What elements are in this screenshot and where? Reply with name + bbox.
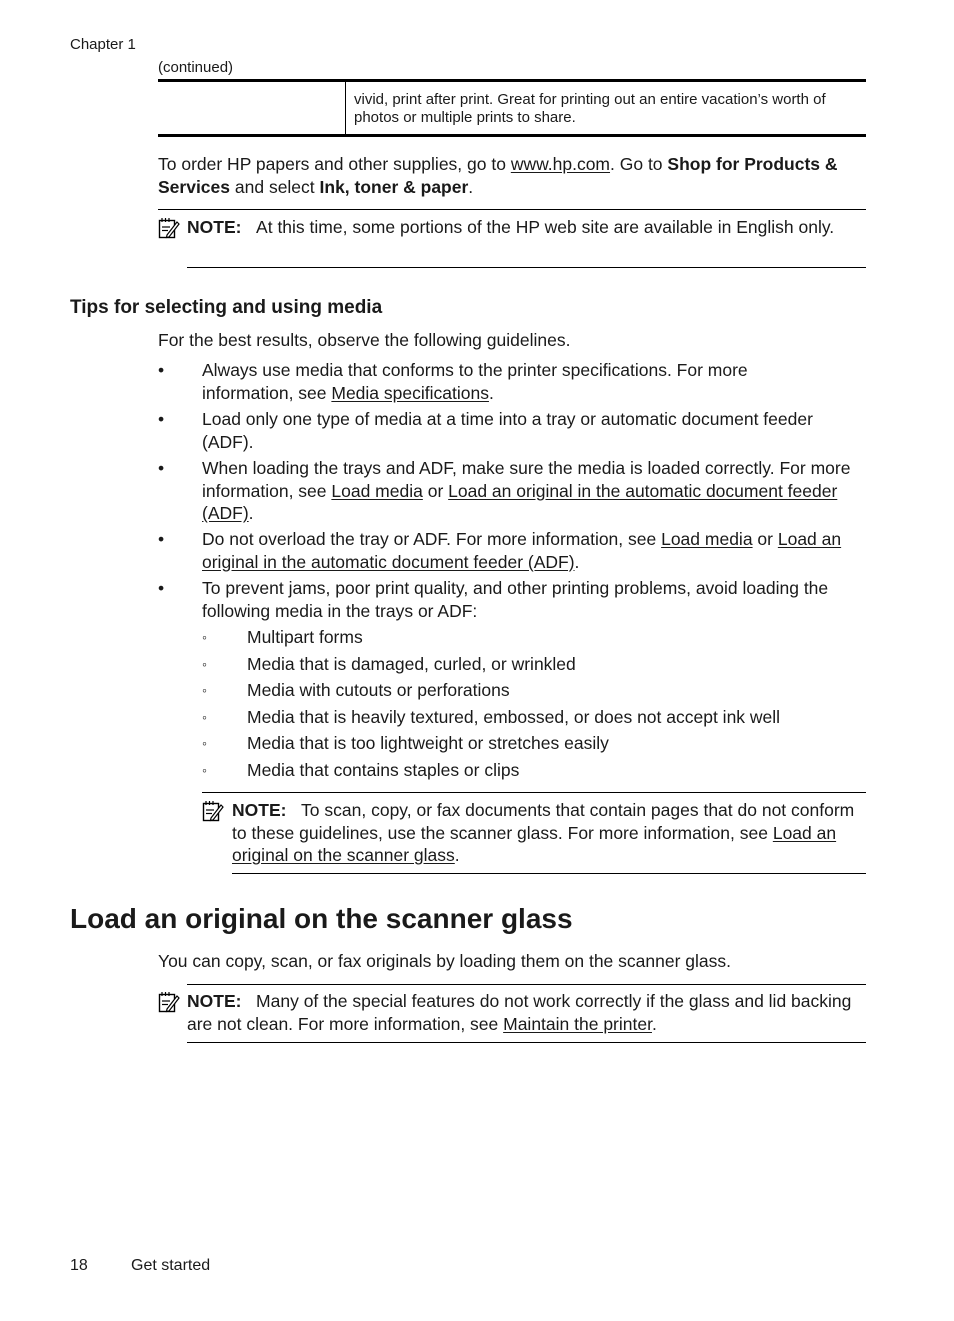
note-icon <box>202 800 224 822</box>
list-item <box>202 359 842 404</box>
note-text: At this time, some portions of the HP web site are available in English only. <box>256 217 835 237</box>
note-text: . <box>454 845 460 865</box>
note-label: NOTE: <box>187 991 242 1011</box>
section-intro: You can copy, scan, or fax originals by loading them on the scanner glass. <box>158 951 731 971</box>
note-content <box>232 799 866 867</box>
list-item-text: When loading the trays and ADF, make sure the media is loaded correctly. For more information, see <box>202 458 851 501</box>
sub-list-item: Multipart forms <box>247 627 363 647</box>
load-media-link[interactable]: Load media <box>331 480 423 501</box>
sub-list-item: Media that contains staples or clips <box>247 760 520 780</box>
list-item-text: . <box>574 551 580 572</box>
list-item <box>202 577 866 622</box>
sub-bullet-marker: ◦ <box>202 709 207 725</box>
note-top-rule <box>202 792 866 793</box>
order-paragraph <box>158 153 868 198</box>
sub-bullet-marker: ◦ <box>202 762 207 778</box>
order-text: and select <box>230 176 320 197</box>
chapter-label: Chapter 1 <box>70 36 136 53</box>
list-item-text: or <box>422 480 449 501</box>
list-item-text: . <box>248 503 254 523</box>
note-bottom-rule <box>187 267 866 268</box>
note-content <box>187 216 862 239</box>
table-bottom-rule <box>158 134 866 137</box>
note-text: To scan, copy, or fax documents that contain pages that do not conform to these guidelines, use the scanner glass. For more information, see <box>232 800 855 843</box>
tips-heading: Tips for selecting and using media <box>70 297 383 318</box>
load-original-scanner-glass-link[interactable]: Load an original on the scanner glass <box>232 822 837 865</box>
note-content <box>187 990 862 1035</box>
sub-list-item: Media with cutouts or perforations <box>247 680 510 700</box>
tips-intro: For the best results, observe the following guidelines. <box>158 330 571 350</box>
table-cell-text: vivid, print after print. Great for printing out an entire vacation’s worth of photos or multiple prints to share. <box>354 91 826 126</box>
sub-bullet-marker: ◦ <box>202 656 207 672</box>
note-top-rule <box>158 209 866 210</box>
sub-list-item: Media that is too lightweight or stretches easily <box>247 733 609 753</box>
bullet-marker: • <box>158 529 165 549</box>
list-item <box>202 528 866 573</box>
list-item <box>202 408 862 453</box>
sub-bullet-marker: ◦ <box>202 629 207 645</box>
note-label: NOTE: <box>187 217 242 237</box>
load-original-adf-link[interactable]: Load an original in the automatic document feeder (ADF) <box>202 480 838 523</box>
page-number: 18 <box>70 1257 88 1274</box>
note-top-rule <box>187 984 866 985</box>
list-item-text: or <box>752 529 778 549</box>
table-column-divider <box>345 82 346 134</box>
note-label: NOTE: <box>232 800 287 820</box>
maintain-printer-link[interactable]: Maintain the printer <box>503 1013 652 1034</box>
sub-bullet-marker: ◦ <box>202 735 207 751</box>
bullet-marker: • <box>158 409 165 429</box>
note-bottom-rule <box>232 873 866 874</box>
list-item-text: Do not overload the tray or ADF. For more information, see <box>202 529 662 549</box>
table-top-rule <box>158 79 866 82</box>
note-icon <box>158 217 180 239</box>
bullet-marker: • <box>158 458 165 478</box>
bullet-marker: • <box>158 360 165 380</box>
list-item-text: Always use media that conforms to the printer specifications. For more information, see <box>202 360 748 403</box>
note-bottom-rule <box>187 1042 866 1043</box>
media-specifications-link[interactable]: Media specifications <box>331 382 489 403</box>
list-item-text: Load only one type of media at a time into a tray or automatic document feeder (ADF). <box>202 409 813 452</box>
load-media-link[interactable]: Load media <box>661 529 753 549</box>
section-heading: Load an original on the scanner glass <box>70 903 573 934</box>
note-text: . <box>651 1013 657 1034</box>
sub-bullet-marker: ◦ <box>202 682 207 698</box>
ink-toner-menu-name: Ink, toner & paper <box>319 176 469 197</box>
order-text: . <box>468 176 474 197</box>
hp-website-link[interactable]: www.hp.com <box>510 154 611 174</box>
list-item-text: To prevent jams, poor print quality, and other printing problems, avoid loading the following media in the trays or ADF: <box>202 578 829 621</box>
note-text: Many of the special features do not work correctly if the glass and lid backing are not clean. For more information, see <box>187 991 852 1034</box>
note-icon <box>158 991 180 1013</box>
load-original-adf-link[interactable]: Load an original in the automatic document feeder (ADF) <box>202 529 842 572</box>
bullet-marker: • <box>158 578 165 598</box>
continued-label: (continued) <box>158 59 234 76</box>
shop-menu-name: Shop for Products & Services <box>158 154 838 197</box>
list-item-text: . <box>488 382 494 403</box>
list-item <box>202 457 866 525</box>
sub-list-item: Media that is damaged, curled, or wrinkled <box>247 654 576 674</box>
footer-section-name: Get started <box>131 1257 211 1274</box>
order-text: . Go to <box>610 154 668 174</box>
sub-list-item: Media that is heavily textured, embossed, or does not accept ink well <box>247 707 781 727</box>
order-text: To order HP papers and other supplies, go to <box>158 154 511 174</box>
